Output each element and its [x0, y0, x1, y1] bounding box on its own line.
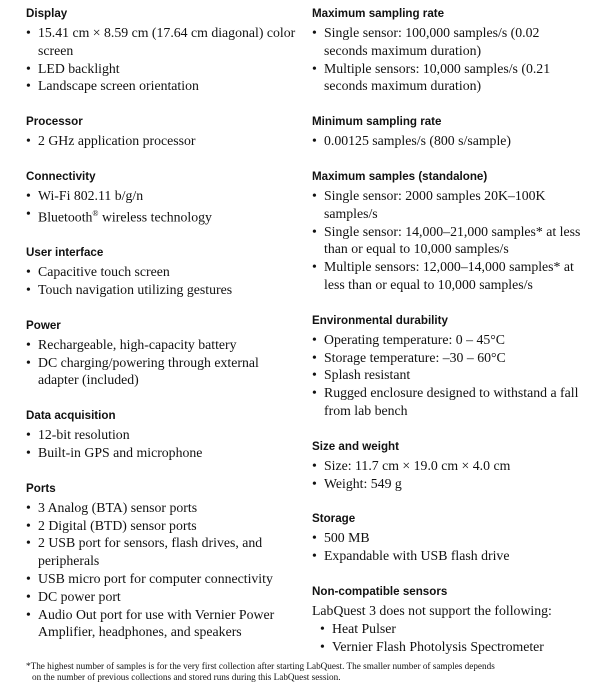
section-title: Processor: [26, 115, 83, 129]
list-item: • Touch navigation utilizing gestures: [26, 281, 296, 299]
section-title: Size and weight: [312, 439, 399, 453]
list-item: • Weight: 549 g: [312, 475, 586, 493]
list-item: • 12-bit resolution: [26, 426, 296, 444]
list-item: • Single sensor: 2000 samples 20K–100K samples/s: [312, 187, 586, 223]
section-environmental-durability: [312, 313, 586, 420]
spec-list: [312, 331, 586, 420]
list-item: • Storage temperature: –30 – 60°C: [312, 349, 586, 367]
list-item: • Size: 11.7 cm × 19.0 cm × 4.0 cm: [312, 457, 586, 475]
spec-list: [26, 499, 296, 641]
list-item: • Splash resistant: [312, 366, 586, 384]
section-title: Minimum sampling rate: [312, 115, 442, 129]
list-item: • Heat Pulser: [320, 620, 586, 638]
left-column: [26, 6, 296, 660]
list-item: • Rechargeable, high-capacity battery: [26, 336, 296, 354]
section-processor: [26, 114, 296, 150]
section-max-samples: [312, 169, 586, 294]
section-data-acquisition: [26, 408, 296, 462]
section-intro: LabQuest 3 does not support the following:: [312, 602, 552, 618]
spec-list: [312, 187, 586, 294]
section-title: Storage: [312, 512, 356, 526]
list-item: • Built-in GPS and microphone: [26, 444, 296, 462]
section-title: Power: [26, 318, 61, 332]
bluetooth-text: Bluetooth: [38, 209, 93, 225]
footnote-line: on the number of previous collections and stored runs during this LabQuest session.: [32, 672, 341, 682]
registered-mark: ®: [92, 208, 99, 218]
list-item: • Operating temperature: 0 – 45°C: [312, 331, 586, 349]
spec-list: [26, 426, 296, 462]
section-user-interface: [26, 245, 296, 299]
spec-list: [26, 24, 296, 95]
section-size-weight: [312, 439, 586, 493]
spec-list: [26, 187, 296, 226]
list-item: • USB micro port for computer connectivity: [26, 570, 296, 588]
list-item: • DC power port: [26, 588, 296, 606]
list-item: • 2 USB port for sensors, flash drives, and peripherals: [26, 534, 296, 570]
spec-list: [312, 132, 586, 150]
list-item: • Audio Out port for use with Vernier Power Amplifier, headphones, and speakers: [26, 606, 296, 642]
list-item: • Landscape screen orientation: [26, 77, 296, 95]
footnote-line: *The highest number of samples is for the very first collection after starting LabQuest. The smaller number of samples depends: [26, 661, 495, 671]
section-storage: [312, 511, 586, 565]
list-item: • Multiple sensors: 12,000–14,000 samples* at less than or equal to 10,000 samples/s: [312, 258, 586, 294]
section-title: Display: [26, 7, 68, 20]
list-item: • Capacitive touch screen: [26, 263, 296, 281]
section-ports: [26, 481, 296, 641]
spec-list: [312, 620, 586, 656]
section-title: User interface: [26, 246, 104, 260]
list-item: • Single sensor: 100,000 samples/s (0.02 seconds maximum duration): [312, 24, 586, 60]
spec-list: [26, 132, 296, 150]
spec-list: [312, 457, 586, 493]
list-item: • 500 MB: [312, 529, 586, 547]
list-item: • Rugged enclosure designed to withstand a fall from lab bench: [312, 384, 586, 420]
list-item: • Multiple sensors: 10,000 samples/s (0.21 seconds maximum duration): [312, 60, 586, 96]
list-item: • DC charging/powering through external adapter (included): [26, 354, 296, 390]
list-item-bluetooth: [26, 205, 296, 226]
list-item: • 2 GHz application processor: [26, 132, 296, 150]
section-title: Environmental durability: [312, 313, 448, 327]
list-item: • Single sensor: 14,000–21,000 samples* at less than or equal to 10,000 samples/s: [312, 223, 586, 259]
list-item: • 2 Digital (BTD) sensor ports: [26, 517, 296, 535]
section-title: Connectivity: [26, 169, 96, 183]
spec-list: [26, 263, 296, 299]
section-min-sampling-rate: [312, 114, 586, 150]
section-title: Non-compatible sensors: [312, 584, 448, 598]
section-max-sampling-rate: [312, 6, 586, 95]
list-item: • 0.00125 samples/s (800 s/sample): [312, 132, 586, 150]
spec-list: [26, 336, 296, 389]
section-non-compatible-sensors: [312, 584, 586, 655]
list-item: • LED backlight: [26, 60, 296, 78]
section-title: Maximum sampling rate: [312, 7, 445, 20]
spec-list: [312, 529, 586, 565]
right-column: [312, 6, 586, 674]
list-item: • 3 Analog (BTA) sensor ports: [26, 499, 296, 517]
bluetooth-suffix: wireless technology: [98, 209, 212, 225]
section-connectivity: [26, 169, 296, 226]
list-item: • Expandable with USB flash drive: [312, 547, 586, 565]
list-item: • 15.41 cm × 8.59 cm (17.64 cm diagonal) color screen: [26, 24, 296, 60]
list-item: • Wi-Fi 802.11 b/g/n: [26, 187, 296, 205]
section-display: [26, 6, 296, 95]
section-power: [26, 318, 296, 389]
list-item: • Vernier Flash Photolysis Spectrometer: [320, 638, 586, 656]
section-title: Ports: [26, 481, 56, 495]
footnote: [26, 661, 586, 683]
section-title: Maximum samples (standalone): [312, 169, 488, 183]
section-title: Data acquisition: [26, 409, 116, 423]
spec-list: [312, 24, 586, 95]
